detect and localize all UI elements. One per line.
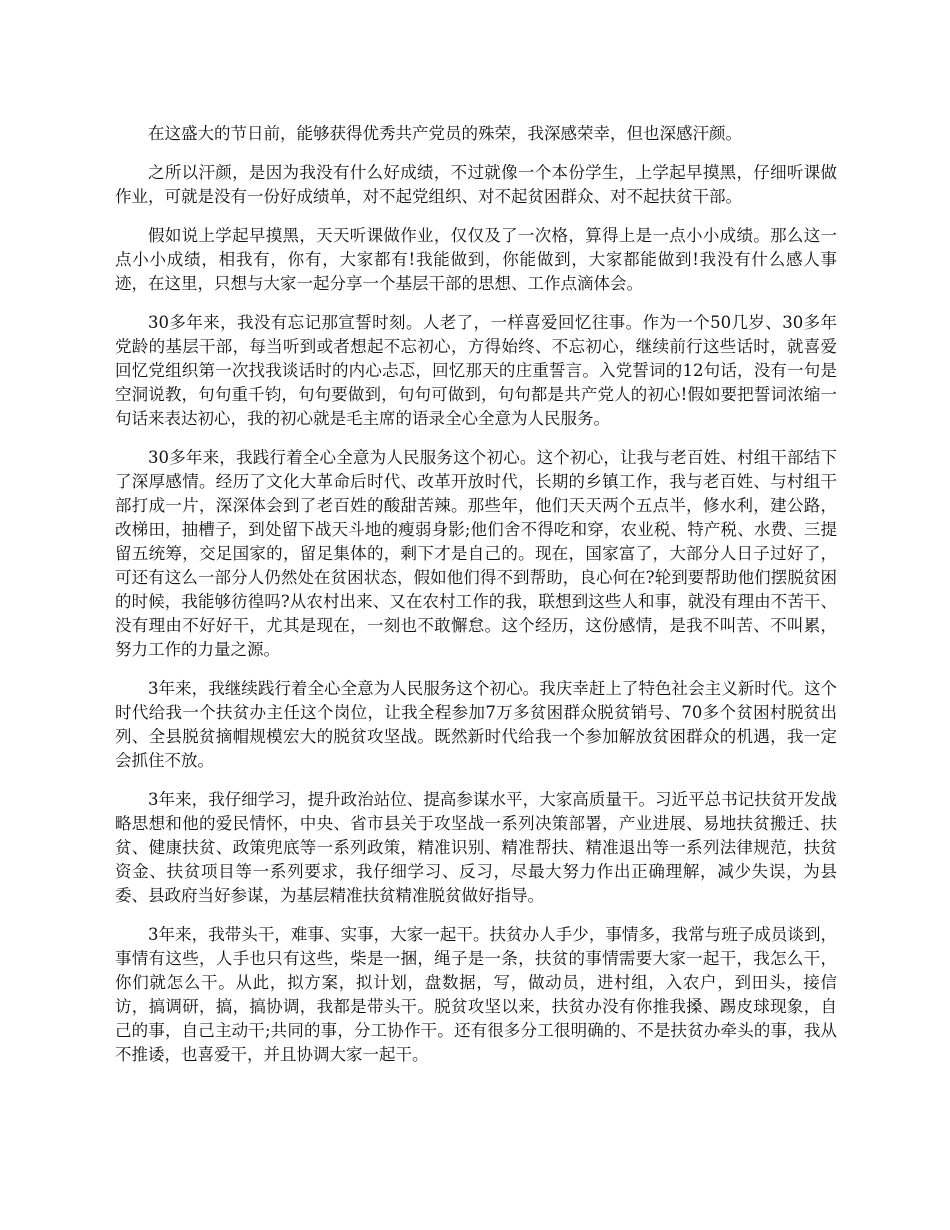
paragraph-7: 3年来，我仔细学习，提升政治站位、提高参谋水平，大家高质量干。习近平总书记扶贫开发战略思想和他的爱民情怀，中央、省市县关于攻坚战一系列决策部署，产业进展、易地扶贫搬迁、扶贫、健康扶贫、政策兜底等一系列政策，精准识别、精准帮扶、精准退出等一系列法律规范，扶贫资金、扶贫项目等一系列要求，我仔细学习、反习，尽最大努力作出正确理解，减少失误，为县委、县政府当好参谋，为基层精准扶贫精准脱贫做好指导。 xyxy=(115,790,837,905)
paragraph-5: 30多年来，我践行着全心全意为人民服务这个初心。这个初心，让我与老百姓、村组干部结下了深厚感情。经历了文化大革命后时代、改革开放时代，长期的乡镇工作，我与老百姓、与村组干部打成一片，深深体会到了老百姓的酸甜苦辣。那些年，他们天天两个五点半，修水利，建公路，改梯田，抽槽子，到处留下战天斗地的瘦弱身影;他们舍不得吃和穿，农业税、特产税、水费、三提留五统筹，交足国家的，留足集体的，剩下才是自己的。现在，国家富了，大部分人日子过好了，可还有这么一部分人仍然处在贫困状态，假如他们得不到帮助，良心何在?轮到要帮助他们摆脱贫困的时候，我能够彷徨吗?从农村出来、又在农村工作的我，联想到这些人和事，就没有理由不苦干、没有理由不好好干，尤其是现在，一刻也不敢懈怠。这个经历，这份感情，是我不叫苦、不叫累，努力工作的力量之源。 xyxy=(115,448,837,659)
document-page xyxy=(115,122,837,1082)
paragraph-3: 假如说上学起早摸黑，天天听课做作业，仅仅及了一次格，算得上是一点小小成绩。那么这一点小小成绩，相我有，你有，大家都有!我能做到，你能做到，大家都能做到!我没有什么感人事迹，在这里，只想与大家一起分享一个基层干部的思想、工作点滴体会。 xyxy=(115,226,837,293)
paragraph-4: 30多年来，我没有忘记那宣誓时刻。人老了，一样喜爱回忆往事。作为一个50几岁、30多年党龄的基层干部，每当听到或者想起不忘初心，方得始终、不忘初心，继续前行这些话时，就喜爱回忆党组织第一次找我谈话时的内心忐忑，回忆那天的庄重誓言。入党誓词的12句话，没有一句是空洞说教，句句重千钧，句句要做到，句句可做到，句句都是共产党人的初心!假如要把誓词浓缩一句话来表达初心，我的初心就是毛主席的语录全心全意为人民服务。 xyxy=(115,313,837,428)
paragraph-2: 之所以汗颜，是因为我没有什么好成绩，不过就像一个本份学生，上学起早摸黑，仔细听课做作业，可就是没有一份好成绩单，对不起党组织、对不起贫困群众、对不起扶贫干部。 xyxy=(115,163,837,206)
paragraph-6: 3年来，我继续践行着全心全意为人民服务这个初心。我庆幸赶上了特色社会主义新时代。这个时代给我一个扶贫办主任这个岗位，让我全程参加7万多贫困群众脱贫销号、70多个贫困村脱贫出列、全县脱贫摘帽规模宏大的脱贫攻坚战。既然新时代给我一个参加解放贫困群众的机遇，我一定会抓住不放。 xyxy=(115,679,837,770)
paragraph-8: 3年来，我带头干，难事、实事，大家一起干。扶贫办人手少，事情多，我常与班子成员谈到，事情有这些，人手也只有这些，柴是一捆，绳子是一条，扶贫的事情需要大家一起干，我怎么干，你们就怎么干。从此，拟方案，拟计划，盘数据，写，做动员，进村组，入农户，到田头，接信访，搞调研，搞，搞协调，我都是带头干。脱贫攻坚以来，扶贫办没有你推我搡、踢皮球现象，自己的事，自己主动干;共同的事，分工协作干。还有很多分工很明确的、不是扶贫办牵头的事，我从不推诿，也喜爱干，并且协调大家一起干。 xyxy=(115,925,837,1064)
paragraph-1: 在这盛大的节日前，能够获得优秀共产党员的殊荣，我深感荣幸，但也深感汗颜。 xyxy=(148,124,742,143)
